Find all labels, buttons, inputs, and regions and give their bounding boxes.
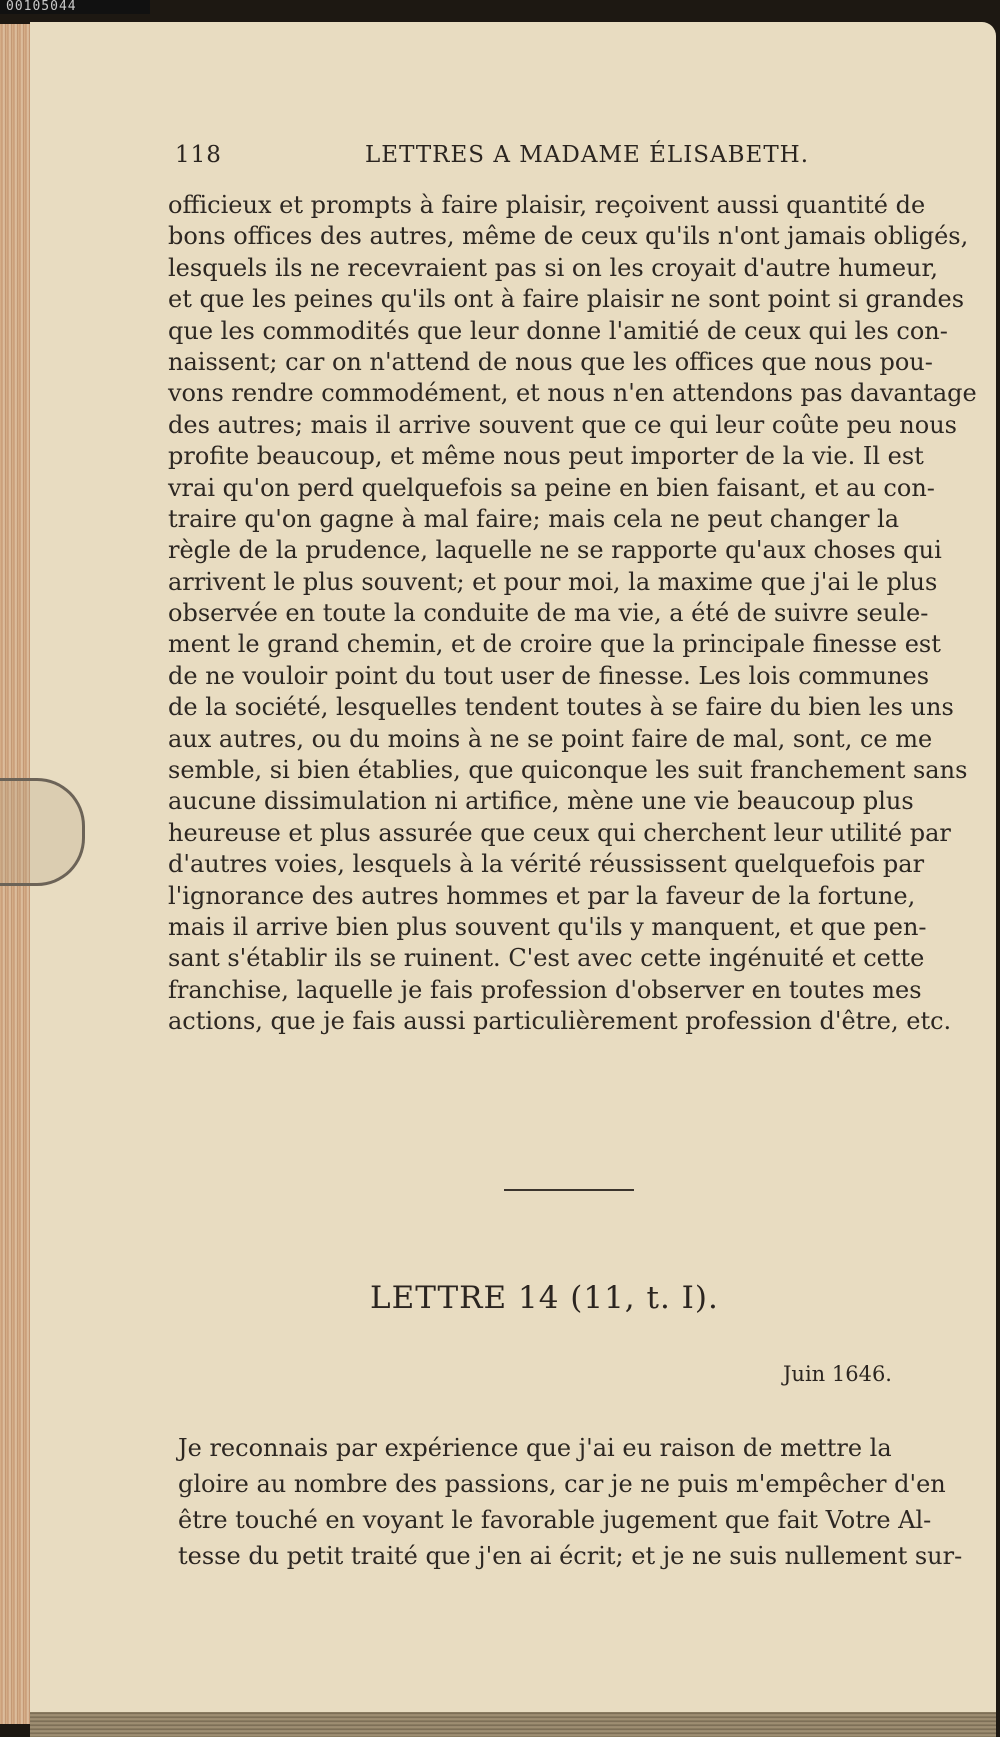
body-text [168,190,977,1038]
text-line: observée en toute la conduite de ma vie, a été de suivre seule- [168,599,929,628]
bookmark-clip [0,778,85,886]
section-divider [504,1189,634,1191]
text-line: gloire au nombre des passions, car je ne puis m'empêcher d'en [178,1470,946,1498]
text-line: d'autres voies, lesquels à la vérité réussissent quelquefois par [168,850,925,879]
text-line: heureuse et plus assurée que ceux qui cherchent leur utilité par [168,818,951,847]
text-line: que les commodités que leur donne l'amitié de ceux qui les con- [168,316,948,345]
book-page [30,22,996,1727]
text-line: ment le grand chemin, et de croire que la principale finesse est [168,630,941,659]
text-line: vons rendre commodément, et nous n'en attendons pas davantage [168,379,977,408]
letter-date: Juin 1646. [783,1362,892,1386]
text-line: des autres; mais il arrive souvent que ce qui leur coûte peu nous [168,410,957,439]
text-line: traire qu'on gagne à mal faire; mais cela ne peut changer la [168,504,900,533]
text-line: officieux et prompts à faire plaisir, reçoivent aussi quantité de [168,191,926,219]
text-line: mais il arrive bien plus souvent qu'ils y manquent, et que pen- [168,912,927,941]
text-line: l'ignorance des autres hommes et par la faveur de la fortune, [168,881,916,910]
scan-id-label: 00105044 [0,0,150,14]
text-line: sant s'établir ils se ruinent. C'est avec cette ingénuité et cette [168,944,925,973]
text-line: Je reconnais par expérience que j'ai eu raison de mettre la [178,1434,892,1462]
text-line: de ne vouloir point du tout user de finesse. Les lois communes [168,661,930,690]
text-line: règle de la prudence, laquelle ne se rapporte qu'aux choses qui [168,536,942,565]
text-line: franchise, laquelle je fais profession d'observer en toutes mes [168,975,922,1004]
text-line: tesse du petit traité que j'en ai écrit; et je ne suis nullement sur- [178,1542,963,1570]
text-line: naissent; car on n'attend de nous que les offices que nous pou- [168,347,933,376]
book-bottom-edge [30,1712,996,1737]
text-line: de la société, lesquelles tendent toutes à se faire du bien les uns [168,693,954,722]
letter-text [178,1430,963,1574]
text-line: vrai qu'on perd quelquefois sa peine en bien faisant, et au con- [168,473,935,502]
running-title: LETTRES A MADAME ÉLISABETH. [365,142,810,168]
text-line: bons offices des autres, même de ceux qu'ils n'ont jamais obligés, [168,222,969,251]
text-line: aux autres, ou du moins à ne se point faire de mal, sont, ce me [168,724,933,753]
text-line: arrivent le plus souvent; et pour moi, la maxime que j'ai le plus [168,567,938,596]
text-line: semble, si bien établies, que quiconque les suit franchement sans [168,756,968,785]
text-line: et que les peines qu'ils ont à faire plaisir ne sont point si grandes [168,285,965,314]
text-line: profite beaucoup, et même nous peut importer de la vie. Il est [168,442,924,471]
text-line: aucune dissimulation ni artifice, mène une vie beaucoup plus [168,787,914,816]
text-line: être touché en voyant le favorable jugement que fait Votre Al- [178,1506,932,1534]
page-number: 118 [175,142,222,168]
letter-heading: LETTRE 14 (11, t. I). [370,1280,719,1316]
text-line: actions, que je fais aussi particulièrement profession d'être, etc. [168,1007,952,1036]
text-line: lesquels ils ne recevraient pas si on les croyait d'autre humeur, [168,253,938,282]
